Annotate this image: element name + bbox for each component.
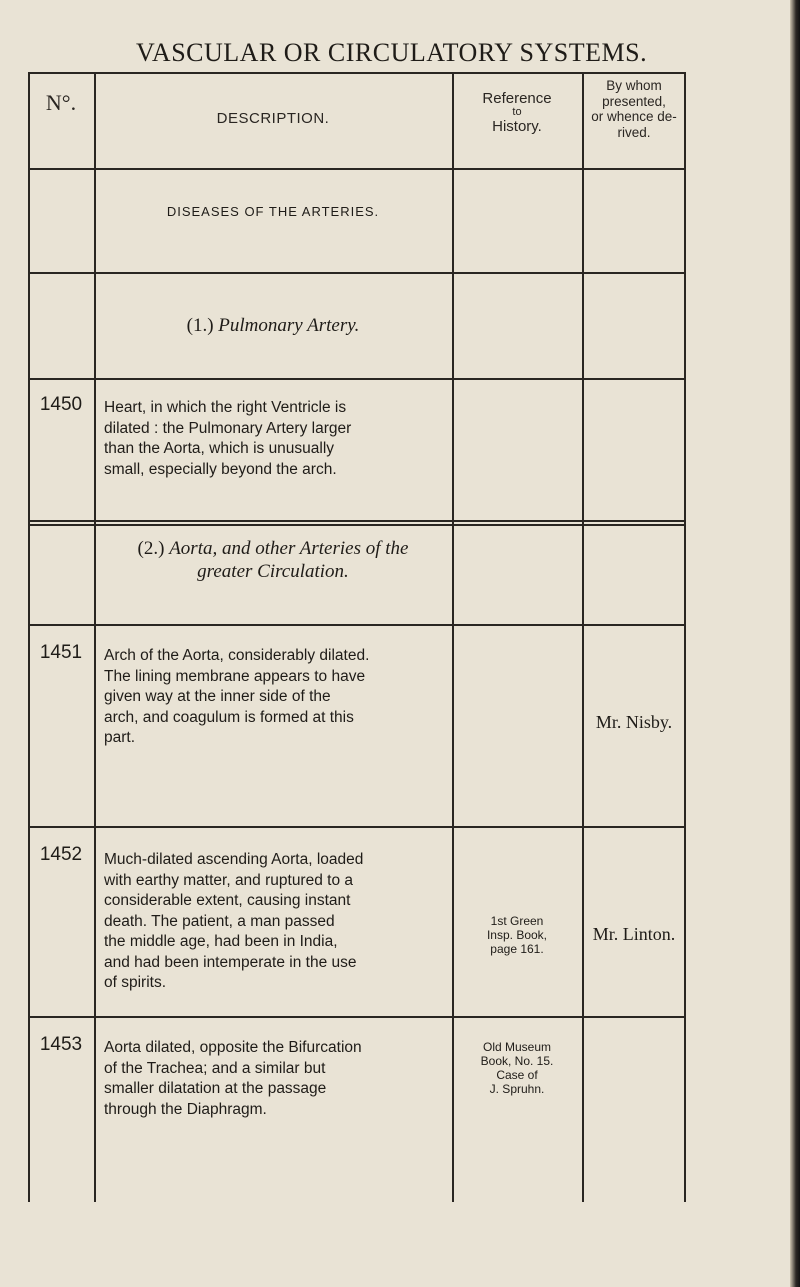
reference-line: Book, No. 15. — [480, 1054, 554, 1068]
description-line: than the Aorta, which is unusually — [104, 440, 335, 457]
rule-left — [28, 72, 30, 1202]
subsection-aorta — [94, 537, 452, 583]
description-line: given way at the inner side of the — [104, 688, 331, 705]
rule-1450 — [28, 520, 686, 522]
subsection-1-name: Pulmonary Artery. — [218, 315, 360, 336]
header-reference — [452, 90, 582, 135]
description-line: dilated : the Pulmonary Artery larger — [104, 419, 352, 437]
header-number: N°. — [45, 90, 77, 115]
page-edge-shadow — [790, 0, 800, 1287]
header-by-whom-line1: By whom — [606, 78, 662, 93]
presenter: Mr. Nisby. — [595, 712, 673, 732]
rule-desc — [452, 72, 454, 1202]
description-line: of the Trachea; and a similar but — [104, 1059, 326, 1077]
header-by-whom-line3: or whence de- — [591, 109, 677, 124]
entry-description — [104, 646, 442, 749]
description-line: Heart, in which the right Ventricle is — [104, 399, 347, 416]
description-line: with earthy matter, and ruptured to a — [104, 871, 353, 889]
subsection-1-number: (1.) — [186, 315, 214, 336]
entry-number: 1452 — [39, 844, 83, 865]
rule-sub1 — [28, 378, 686, 380]
page-title: VASCULAR OR CIRCULATORY SYSTEMS. — [136, 38, 648, 67]
header-reference-line3: History. — [492, 118, 542, 135]
reference-line: 1st Green — [490, 914, 544, 928]
header-by-whom-line4: rived. — [617, 124, 651, 140]
description-line: of spirits. — [104, 974, 167, 991]
catalogue-table — [28, 72, 686, 1272]
reference-note — [452, 914, 582, 956]
rule-top — [28, 72, 686, 74]
description-line: The lining membrane appears to have — [104, 667, 366, 685]
header-by-whom-line2: presented, — [602, 93, 666, 109]
description-line: the middle age, had been in India, — [104, 933, 338, 950]
presenter: Mr. Linton. — [592, 924, 676, 944]
rule-right — [684, 72, 686, 1202]
subsection-2-line1 — [94, 537, 452, 560]
description-line: part. — [104, 729, 136, 746]
rule-no — [94, 72, 96, 1202]
entry-description — [104, 398, 442, 480]
reference-line: Insp. Book, — [486, 928, 548, 942]
subsection-pulmonary-artery — [94, 314, 452, 337]
description-line: smaller dilatation at the passage — [104, 1080, 327, 1097]
subsection-2-name: Aorta, and other Arteries of the — [169, 538, 409, 559]
subsection-2-name-line2: greater Circulation. — [197, 561, 349, 582]
rule-section — [28, 272, 686, 274]
description-line: and had been intemperate in the use — [104, 953, 357, 971]
description-line: small, especially beyond the arch. — [104, 460, 337, 478]
header-reference-line2: to — [512, 106, 522, 118]
rule-sub2 — [28, 624, 686, 626]
rule-1451 — [28, 826, 686, 828]
entry-number: 1451 — [39, 642, 83, 663]
section-title: DISEASES OF THE ARTERIES. — [166, 204, 380, 219]
description-line: death. The patient, a man passed — [104, 912, 335, 930]
header-reference-line1: Reference — [482, 90, 552, 107]
rule-1450-double — [28, 524, 686, 526]
description-line: Aorta dilated, opposite the Bifurcation — [104, 1039, 362, 1056]
entry-number: 1453 — [39, 1034, 83, 1055]
description-line: Arch of the Aorta, considerably dilated. — [104, 647, 370, 664]
reference-note — [452, 1040, 582, 1096]
reference-line: J. Spruhn. — [489, 1082, 545, 1096]
rule-ref — [582, 72, 584, 1202]
description-line: considerable extent, causing instant — [104, 892, 351, 909]
reference-line: Case of — [496, 1068, 538, 1082]
reference-line: page 161. — [490, 942, 544, 956]
description-line: Much-dilated ascending Aorta, loaded — [104, 851, 364, 868]
rule-1452 — [28, 1016, 686, 1018]
reference-line: Old Museum — [482, 1040, 552, 1054]
rule-header — [28, 168, 686, 170]
subsection-2-number: (2.) — [137, 538, 165, 559]
description-line: through the Diaphragm. — [104, 1100, 267, 1118]
header-by-whom — [582, 78, 686, 140]
entry-description — [104, 1038, 442, 1120]
header-description: DESCRIPTION. — [216, 110, 330, 127]
entry-number: 1450 — [39, 394, 83, 415]
entry-description — [104, 850, 442, 994]
description-line: arch, and coagulum is formed at this — [104, 708, 354, 726]
